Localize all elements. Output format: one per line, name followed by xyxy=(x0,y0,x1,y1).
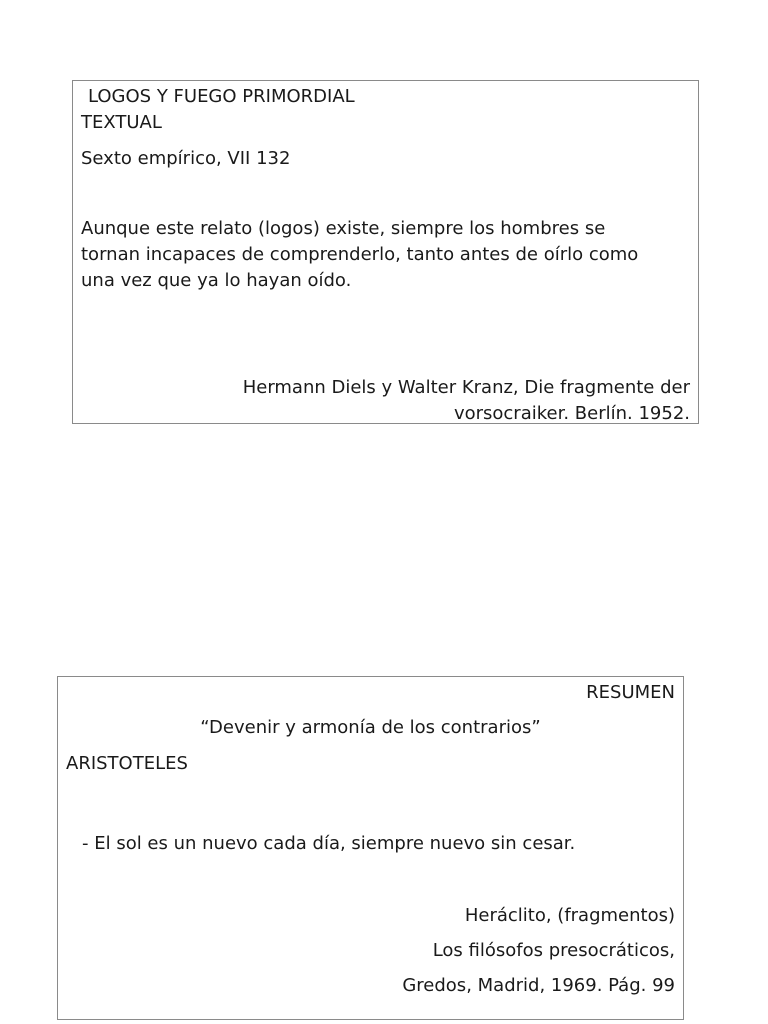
card-label: RESUMEN xyxy=(586,682,675,703)
bullet-item: - El sol es un nuevo cada día, siempre nuevo sin cesar. xyxy=(82,833,576,854)
source-reference: Sexto empírico, VII 132 xyxy=(81,148,291,169)
note-card-resumen xyxy=(57,676,684,1020)
card-title: “Devenir y armonía de los contrarios” xyxy=(200,717,541,738)
citation-line: Los filósofos presocráticos, xyxy=(432,940,675,961)
quote-line: tornan incapaces de comprenderlo, tanto antes de oírlo como xyxy=(81,244,639,265)
author-name: ARISTOTELES xyxy=(66,753,188,774)
citation-line: Heráclito, (fragmentos) xyxy=(464,905,675,926)
citation-line: vorsocraiker. Berlín. 1952. xyxy=(453,403,690,424)
card-label: TEXTUAL xyxy=(81,112,162,133)
citation-line: Gredos, Madrid, 1969. Pág. 99 xyxy=(402,975,675,996)
citation-line: Hermann Diels y Walter Kranz, Die fragmente der xyxy=(242,377,690,398)
card-heading: LOGOS Y FUEGO PRIMORDIAL xyxy=(88,86,355,107)
note-card-logos xyxy=(72,80,699,424)
quote-line: Aunque este relato (logos) existe, siempre los hombres se xyxy=(81,218,606,239)
quote-line: una vez que ya lo hayan oído. xyxy=(81,270,352,291)
